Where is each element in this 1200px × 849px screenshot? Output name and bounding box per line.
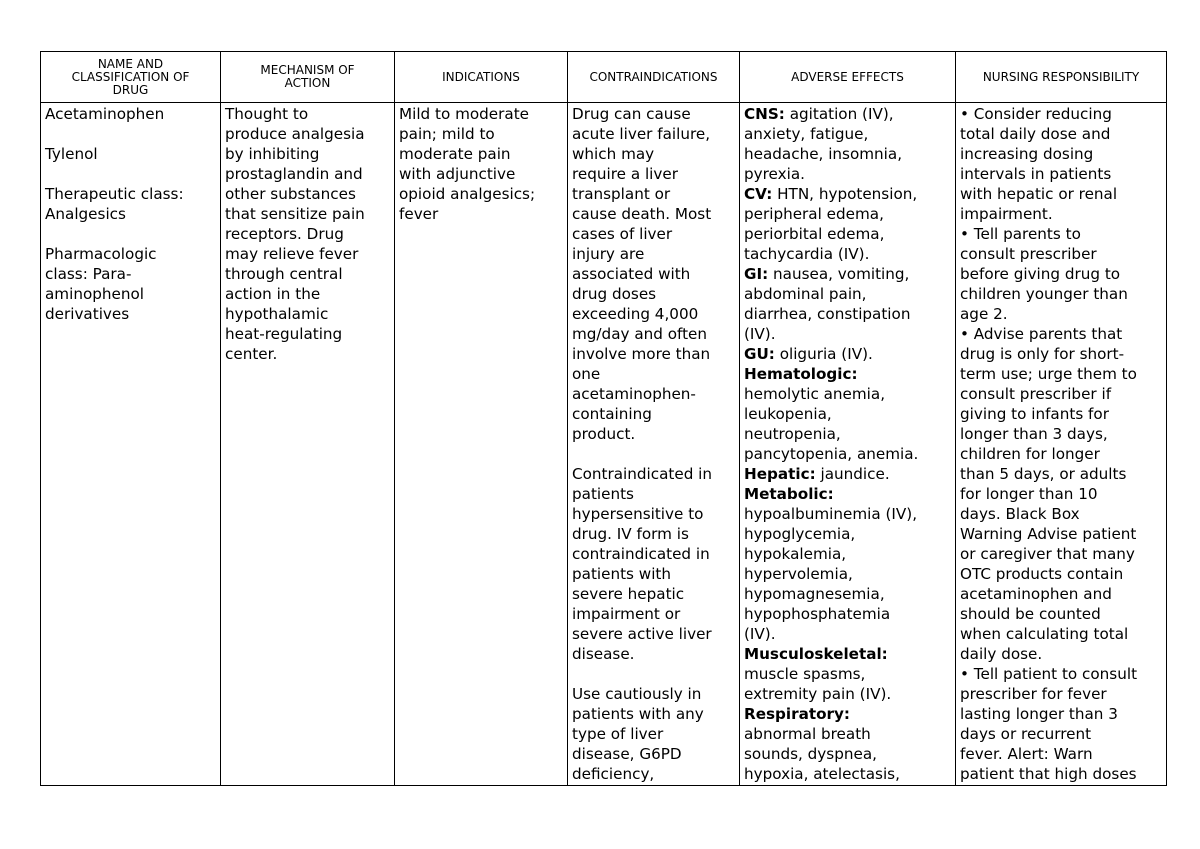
text-line: containing bbox=[572, 405, 652, 423]
adverse-cv-line bbox=[744, 184, 951, 204]
adverse-cns-text: pyrexia. bbox=[744, 165, 805, 183]
text-line: days. Black Box bbox=[960, 505, 1080, 523]
adverse-metabolic-text: hypoalbuminemia (IV), bbox=[744, 505, 918, 523]
text-line: longer than 3 days, bbox=[960, 425, 1108, 443]
adverse-hepatic-text: jaundice. bbox=[820, 465, 890, 483]
text-line: acute liver failure, bbox=[572, 125, 711, 143]
text-line: patient that high doses bbox=[960, 765, 1137, 783]
text-line: exceeding 4,000 bbox=[572, 305, 699, 323]
header-row bbox=[41, 52, 1167, 103]
contra-paragraph-liver-failure bbox=[572, 104, 735, 444]
text-line: severe hepatic bbox=[572, 585, 685, 603]
pharmacologic-class: aminophenol bbox=[45, 285, 144, 303]
text-line: one bbox=[572, 365, 601, 383]
adverse-respiratory-label: Respiratory: bbox=[744, 705, 851, 723]
text-line: than 5 days, or adults bbox=[960, 465, 1127, 483]
text-line: patients bbox=[572, 485, 634, 503]
drug-row bbox=[41, 103, 1167, 786]
text-line: prostaglandin and bbox=[225, 165, 363, 183]
text-line: action in the bbox=[225, 285, 321, 303]
text-line: age 2. bbox=[960, 305, 1008, 323]
header-text: CLASSIFICATION OF bbox=[71, 69, 190, 84]
adverse-gu-line bbox=[744, 344, 951, 364]
adverse-cv-text: peripheral edema, bbox=[744, 205, 884, 223]
drug-card-table bbox=[40, 51, 1167, 786]
text-line: Thought to bbox=[225, 105, 309, 123]
text-line: before giving drug to bbox=[960, 265, 1121, 283]
text-line: intervals in patients bbox=[960, 165, 1112, 183]
adverse-cv-text: tachycardia (IV). bbox=[744, 245, 870, 263]
contraindications-cell bbox=[568, 103, 740, 786]
adverse-gi-label: GI: bbox=[744, 265, 769, 283]
text-line: or caregiver that many bbox=[960, 545, 1135, 563]
text-line: OTC products contain bbox=[960, 565, 1124, 583]
text-line: acetaminophen and bbox=[960, 585, 1112, 603]
adverse-musculoskeletal-text: extremity pain (IV). bbox=[744, 685, 892, 703]
text-line: cause death. Most bbox=[572, 205, 712, 223]
adverse-cv-text: periorbital edema, bbox=[744, 225, 885, 243]
adverse-cv-text: HTN, hypotension, bbox=[777, 185, 918, 203]
adverse-metabolic-label: Metabolic: bbox=[744, 485, 834, 503]
text-line: hypersensitive to bbox=[572, 505, 704, 523]
adverse-hematologic-text: hemolytic anemia, bbox=[744, 385, 886, 403]
text-line: disease, G6PD bbox=[572, 745, 682, 763]
text-line: • Tell patient to consult bbox=[960, 665, 1138, 683]
pharmacologic-class: Pharmacologic bbox=[45, 245, 157, 263]
text-line: that sensitize pain bbox=[225, 205, 365, 223]
text-line: through central bbox=[225, 265, 343, 283]
text-line: for longer than 10 bbox=[960, 485, 1098, 503]
text-line: drug is only for short- bbox=[960, 345, 1125, 363]
adverse-gu-label: GU: bbox=[744, 345, 775, 363]
adverse-metabolic-text: hypervolemia, bbox=[744, 565, 853, 583]
adverse-respiratory-text: abnormal breath bbox=[744, 725, 871, 743]
adverse-cns-line bbox=[744, 104, 951, 124]
text-line: • Consider reducing bbox=[960, 105, 1112, 123]
header-text: DRUG bbox=[112, 82, 149, 97]
mechanism-text bbox=[225, 104, 390, 364]
text-line: mg/day and often bbox=[572, 325, 708, 343]
text-line: with adjunctive bbox=[399, 165, 516, 183]
text-line: pain; mild to bbox=[399, 125, 495, 143]
mechanism-cell bbox=[221, 103, 395, 786]
text-line: with hepatic or renal bbox=[960, 185, 1118, 203]
adverse-cns-text: headache, insomnia, bbox=[744, 145, 903, 163]
text-line: type of liver bbox=[572, 725, 664, 743]
adverse-hematologic-label: Hematologic: bbox=[744, 365, 858, 383]
text-line: associated with bbox=[572, 265, 691, 283]
text-line: term use; urge them to bbox=[960, 365, 1137, 383]
text-line: center. bbox=[225, 345, 278, 363]
header-adverse-effects: ADVERSE EFFECTS bbox=[740, 52, 956, 103]
text-line: require a liver bbox=[572, 165, 678, 183]
text-line: acetaminophen- bbox=[572, 385, 696, 403]
text-line: • Tell parents to bbox=[960, 225, 1081, 243]
brand-name: Tylenol bbox=[45, 145, 98, 163]
adverse-gi-text: (IV). bbox=[744, 325, 776, 343]
pharmacologic-class: class: Para- bbox=[45, 265, 132, 283]
adverse-hematologic-text: leukopenia, bbox=[744, 405, 832, 423]
adverse-cv-label: CV: bbox=[744, 185, 773, 203]
text-line: fever bbox=[399, 205, 439, 223]
header-contraindications: CONTRAINDICATIONS bbox=[568, 52, 740, 103]
text-line: impairment or bbox=[572, 605, 681, 623]
text-line: Drug can cause bbox=[572, 105, 691, 123]
text-line: severe active liver bbox=[572, 625, 712, 643]
text-line: deficiency, bbox=[572, 765, 655, 783]
text-line: receptors. Drug bbox=[225, 225, 344, 243]
text-line: opioid analgesics; bbox=[399, 185, 536, 203]
adverse-gi-text: diarrhea, constipation bbox=[744, 305, 911, 323]
text-line: other substances bbox=[225, 185, 356, 203]
adverse-metabolic-text: hypomagnesemia, bbox=[744, 585, 885, 603]
adverse-hematologic-text: pancytopenia, anemia. bbox=[744, 445, 919, 463]
text-line: lasting longer than 3 bbox=[960, 705, 1118, 723]
adverse-metabolic-text: hypophosphatemia bbox=[744, 605, 891, 623]
header-nursing-responsibility: NURSING RESPONSIBILITY bbox=[956, 52, 1167, 103]
text-line: Mild to moderate bbox=[399, 105, 530, 123]
text-line: when calculating total bbox=[960, 625, 1129, 643]
adverse-hematologic-text: neutropenia, bbox=[744, 425, 841, 443]
indications-text bbox=[399, 104, 563, 224]
header-text: MECHANISM OF bbox=[260, 63, 355, 77]
text-line: giving to infants for bbox=[960, 405, 1109, 423]
header-text: NAME AND bbox=[97, 56, 164, 71]
header-name-classification bbox=[41, 52, 221, 103]
text-line: cases of liver bbox=[572, 225, 673, 243]
text-line: impairment. bbox=[960, 205, 1053, 223]
text-line: may relieve fever bbox=[225, 245, 359, 263]
text-line: total daily dose and bbox=[960, 125, 1111, 143]
text-line: daily dose. bbox=[960, 645, 1043, 663]
text-line: should be counted bbox=[960, 605, 1101, 623]
text-line: days or recurrent bbox=[960, 725, 1092, 743]
text-line: prescriber for fever bbox=[960, 685, 1107, 703]
adverse-musculoskeletal-text: muscle spasms, bbox=[744, 665, 866, 683]
generic-name: Acetaminophen bbox=[45, 105, 165, 123]
text-line: consult prescriber bbox=[960, 245, 1097, 263]
indications-cell bbox=[395, 103, 568, 786]
adverse-cns-label: CNS: bbox=[744, 105, 785, 123]
text-line: patients with any bbox=[572, 705, 704, 723]
adverse-respiratory-text: sounds, dyspnea, bbox=[744, 745, 877, 763]
adverse-gu-text: oliguria (IV). bbox=[779, 345, 873, 363]
text-line: Contraindicated in bbox=[572, 465, 713, 483]
text-line: fever. Alert: Warn bbox=[960, 745, 1093, 763]
text-line: contraindicated in bbox=[572, 545, 710, 563]
header-indications: INDICATIONS bbox=[395, 52, 568, 103]
text-line: disease. bbox=[572, 645, 635, 663]
pharmacologic-class: derivatives bbox=[45, 305, 130, 323]
text-line: by inhibiting bbox=[225, 145, 320, 163]
therapeutic-class-value: Analgesics bbox=[45, 205, 126, 223]
contra-paragraph-hypersensitivity bbox=[572, 464, 735, 664]
text-line: • Advise parents that bbox=[960, 325, 1123, 343]
therapeutic-class-label: Therapeutic class: bbox=[45, 185, 184, 203]
text-line: consult prescriber if bbox=[960, 385, 1112, 403]
text-line: heat-regulating bbox=[225, 325, 343, 343]
adverse-cns-text: anxiety, fatigue, bbox=[744, 125, 869, 143]
text-line: children younger than bbox=[960, 285, 1128, 303]
adverse-gi-text: abdominal pain, bbox=[744, 285, 867, 303]
adverse-effects-cell bbox=[740, 103, 956, 786]
text-line: drug. IV form is bbox=[572, 525, 689, 543]
adverse-respiratory-text: hypoxia, atelectasis, bbox=[744, 765, 900, 783]
text-line: drug doses bbox=[572, 285, 657, 303]
adverse-cns-text: agitation (IV), bbox=[789, 105, 894, 123]
text-line: involve more than bbox=[572, 345, 711, 363]
adverse-hepatic-line bbox=[744, 464, 951, 484]
adverse-hepatic-label: Hepatic: bbox=[744, 465, 816, 483]
text-line: increasing dosing bbox=[960, 145, 1094, 163]
text-line: produce analgesia bbox=[225, 125, 365, 143]
text-line: injury are bbox=[572, 245, 645, 263]
adverse-metabolic-text: hypoglycemia, bbox=[744, 525, 856, 543]
text-line: patients with bbox=[572, 565, 672, 583]
nursing-text bbox=[960, 104, 1162, 784]
adverse-metabolic-text: (IV). bbox=[744, 625, 776, 643]
nursing-responsibility-cell bbox=[956, 103, 1167, 786]
text-line: children for longer bbox=[960, 445, 1100, 463]
text-line: Warning Advise patient bbox=[960, 525, 1137, 543]
name-classification-cell bbox=[41, 103, 221, 786]
adverse-musculoskeletal-label: Musculoskeletal: bbox=[744, 645, 888, 663]
header-text: ACTION bbox=[284, 76, 331, 90]
header-mechanism bbox=[221, 52, 395, 103]
text-line: Use cautiously in bbox=[572, 685, 702, 703]
text-line: which may bbox=[572, 145, 655, 163]
text-line: moderate pain bbox=[399, 145, 511, 163]
adverse-gi-line bbox=[744, 264, 951, 284]
adverse-metabolic-text: hypokalemia, bbox=[744, 545, 847, 563]
adverse-gi-text: nausea, vomiting, bbox=[773, 265, 910, 283]
text-line: transplant or bbox=[572, 185, 671, 203]
text-line: hypothalamic bbox=[225, 305, 329, 323]
text-line: product. bbox=[572, 425, 636, 443]
contra-paragraph-cautions bbox=[572, 684, 735, 784]
